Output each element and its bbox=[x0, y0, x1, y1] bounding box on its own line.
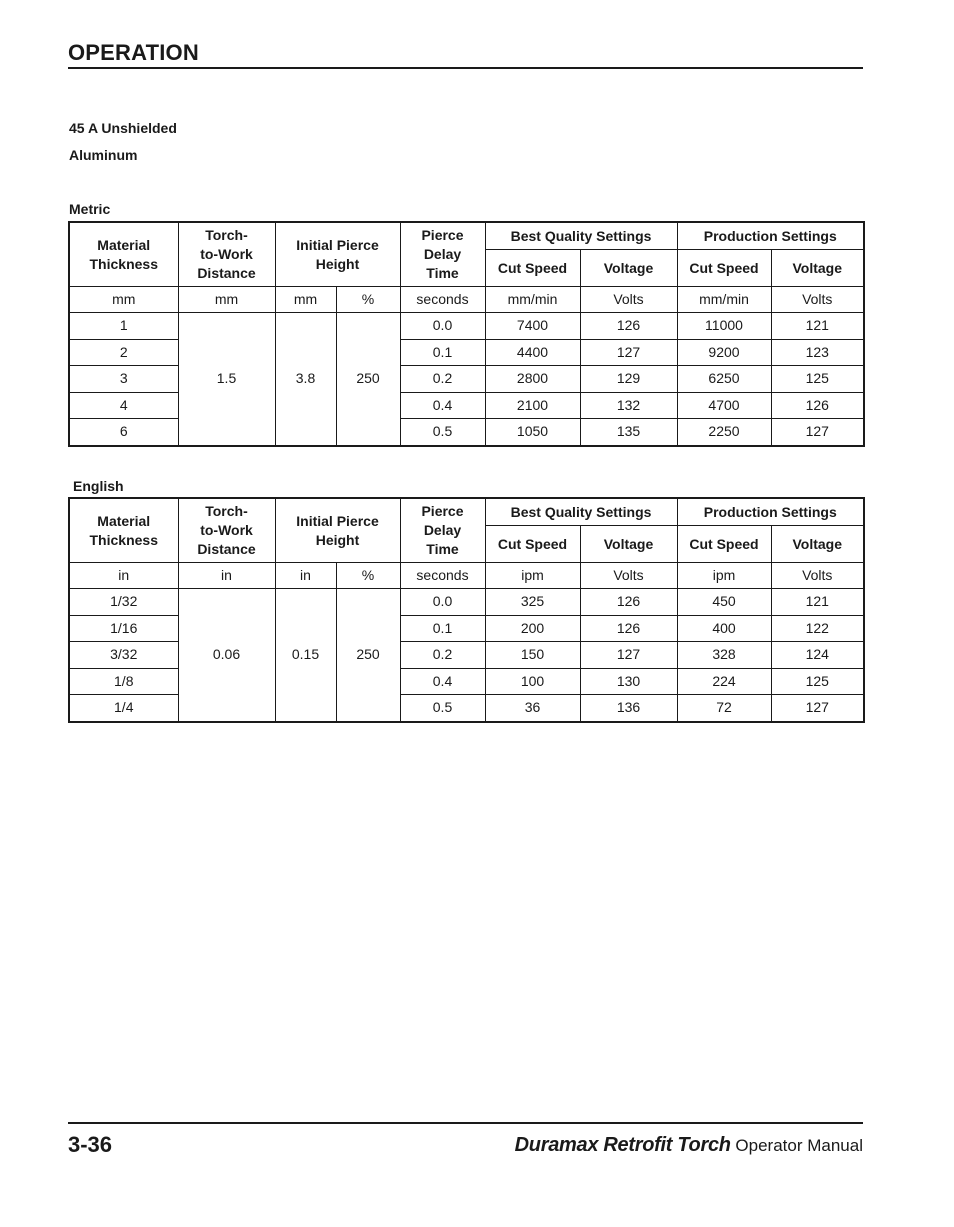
pr-speed-cell: 450 bbox=[677, 589, 771, 616]
english-label: English bbox=[73, 478, 124, 494]
thickness-cell: 1/8 bbox=[69, 668, 178, 695]
header-best-quality: Best Quality Settings bbox=[485, 498, 677, 526]
unit-cell: Volts bbox=[580, 287, 677, 313]
delay-cell: 0.4 bbox=[400, 668, 485, 695]
bq-speed-cell: 7400 bbox=[485, 313, 580, 340]
header-initial-pierce-height: Initial Pierce Height bbox=[275, 498, 400, 563]
bq-speed-cell: 36 bbox=[485, 695, 580, 722]
bq-speed-cell: 4400 bbox=[485, 339, 580, 366]
material-subhead: Aluminum bbox=[69, 147, 138, 163]
header-bq-cut-speed: Cut Speed bbox=[485, 250, 580, 287]
pr-speed-cell: 11000 bbox=[677, 313, 771, 340]
delay-cell: 0.4 bbox=[400, 392, 485, 419]
unit-cell: Volts bbox=[771, 287, 864, 313]
pr-voltage-cell: 125 bbox=[771, 366, 864, 393]
pr-voltage-cell: 121 bbox=[771, 589, 864, 616]
thickness-cell: 2 bbox=[69, 339, 178, 366]
delay-cell: 0.0 bbox=[400, 313, 485, 340]
pr-voltage-cell: 124 bbox=[771, 642, 864, 669]
pr-voltage-cell: 121 bbox=[771, 313, 864, 340]
process-subhead: 45 A Unshielded bbox=[69, 120, 177, 136]
unit-cell: in bbox=[69, 563, 178, 589]
unit-cell: ipm bbox=[485, 563, 580, 589]
pr-speed-cell: 72 bbox=[677, 695, 771, 722]
unit-cell: in bbox=[178, 563, 275, 589]
pr-voltage-cell: 126 bbox=[771, 392, 864, 419]
pr-voltage-cell: 127 bbox=[771, 419, 864, 446]
page-number: 3-36 bbox=[68, 1132, 113, 1157]
delay-cell: 0.1 bbox=[400, 339, 485, 366]
unit-cell: Volts bbox=[580, 563, 677, 589]
torch-to-work-cell: 1.5 bbox=[178, 313, 275, 446]
bq-voltage-cell: 126 bbox=[580, 589, 677, 616]
thickness-cell: 3 bbox=[69, 366, 178, 393]
bq-voltage-cell: 136 bbox=[580, 695, 677, 722]
units-row bbox=[69, 563, 864, 589]
pr-voltage-cell: 125 bbox=[771, 668, 864, 695]
unit-cell: mm bbox=[178, 287, 275, 313]
pierce-height-pct-cell: 250 bbox=[336, 313, 400, 446]
header-pierce-delay-time: Pierce Delay Time bbox=[400, 222, 485, 287]
pierce-height-pct-cell: 250 bbox=[336, 589, 400, 722]
unit-cell: seconds bbox=[400, 287, 485, 313]
bq-voltage-cell: 135 bbox=[580, 419, 677, 446]
unit-cell: mm/min bbox=[677, 287, 771, 313]
header-pr-cut-speed: Cut Speed bbox=[677, 526, 771, 563]
header-pr-voltage: Voltage bbox=[771, 526, 864, 563]
thickness-cell: 4 bbox=[69, 392, 178, 419]
footer-title bbox=[515, 1134, 863, 1157]
delay-cell: 0.0 bbox=[400, 589, 485, 616]
page-footer bbox=[68, 1122, 863, 1157]
header-material-thickness: Material Thickness bbox=[69, 498, 178, 563]
thickness-cell: 1 bbox=[69, 313, 178, 340]
metric-table bbox=[68, 221, 865, 447]
bq-voltage-cell: 132 bbox=[580, 392, 677, 419]
bq-speed-cell: 100 bbox=[485, 668, 580, 695]
bq-voltage-cell: 130 bbox=[580, 668, 677, 695]
pierce-height-cell: 0.15 bbox=[275, 589, 336, 722]
pr-speed-cell: 9200 bbox=[677, 339, 771, 366]
page-header bbox=[68, 40, 863, 69]
thickness-cell: 1/32 bbox=[69, 589, 178, 616]
bq-voltage-cell: 127 bbox=[580, 339, 677, 366]
unit-cell: % bbox=[336, 563, 400, 589]
pr-speed-cell: 4700 bbox=[677, 392, 771, 419]
table-row bbox=[69, 589, 864, 616]
bq-speed-cell: 1050 bbox=[485, 419, 580, 446]
unit-cell: seconds bbox=[400, 563, 485, 589]
pierce-height-cell: 3.8 bbox=[275, 313, 336, 446]
pr-speed-cell: 400 bbox=[677, 615, 771, 642]
unit-cell: mm/min bbox=[485, 287, 580, 313]
units-row bbox=[69, 287, 864, 313]
header-production: Production Settings bbox=[677, 498, 864, 526]
manual-name: Operator Manual bbox=[735, 1136, 863, 1155]
unit-cell: mm bbox=[275, 287, 336, 313]
thickness-cell: 1/4 bbox=[69, 695, 178, 722]
bq-voltage-cell: 126 bbox=[580, 615, 677, 642]
delay-cell: 0.2 bbox=[400, 642, 485, 669]
pr-voltage-cell: 127 bbox=[771, 695, 864, 722]
bq-speed-cell: 200 bbox=[485, 615, 580, 642]
header-initial-pierce-height: Initial Pierce Height bbox=[275, 222, 400, 287]
header-pr-voltage: Voltage bbox=[771, 250, 864, 287]
bq-voltage-cell: 127 bbox=[580, 642, 677, 669]
delay-cell: 0.5 bbox=[400, 419, 485, 446]
torch-to-work-cell: 0.06 bbox=[178, 589, 275, 722]
header-production: Production Settings bbox=[677, 222, 864, 250]
unit-cell: Volts bbox=[771, 563, 864, 589]
header-bq-cut-speed: Cut Speed bbox=[485, 526, 580, 563]
header-pr-cut-speed: Cut Speed bbox=[677, 250, 771, 287]
header-bq-voltage: Voltage bbox=[580, 250, 677, 287]
bq-speed-cell: 325 bbox=[485, 589, 580, 616]
page-title: OPERATION bbox=[68, 40, 199, 65]
pr-speed-cell: 2250 bbox=[677, 419, 771, 446]
unit-cell: % bbox=[336, 287, 400, 313]
pr-voltage-cell: 122 bbox=[771, 615, 864, 642]
bq-speed-cell: 2100 bbox=[485, 392, 580, 419]
table-row bbox=[69, 313, 864, 340]
unit-cell: ipm bbox=[677, 563, 771, 589]
header-torch-to-work: Torch- to-Work Distance bbox=[178, 222, 275, 287]
thickness-cell: 3/32 bbox=[69, 642, 178, 669]
bq-voltage-cell: 126 bbox=[580, 313, 677, 340]
english-table bbox=[68, 497, 865, 723]
pr-voltage-cell: 123 bbox=[771, 339, 864, 366]
pr-speed-cell: 328 bbox=[677, 642, 771, 669]
delay-cell: 0.2 bbox=[400, 366, 485, 393]
unit-cell: in bbox=[275, 563, 336, 589]
header-material-thickness: Material Thickness bbox=[69, 222, 178, 287]
bq-voltage-cell: 129 bbox=[580, 366, 677, 393]
pr-speed-cell: 224 bbox=[677, 668, 771, 695]
thickness-cell: 1/16 bbox=[69, 615, 178, 642]
header-best-quality: Best Quality Settings bbox=[485, 222, 677, 250]
header-torch-to-work: Torch- to-Work Distance bbox=[178, 498, 275, 563]
delay-cell: 0.5 bbox=[400, 695, 485, 722]
pr-speed-cell: 6250 bbox=[677, 366, 771, 393]
unit-cell: mm bbox=[69, 287, 178, 313]
product-name: Duramax Retrofit Torch bbox=[514, 1134, 731, 1156]
bq-speed-cell: 150 bbox=[485, 642, 580, 669]
bq-speed-cell: 2800 bbox=[485, 366, 580, 393]
header-pierce-delay-time: Pierce Delay Time bbox=[400, 498, 485, 563]
delay-cell: 0.1 bbox=[400, 615, 485, 642]
thickness-cell: 6 bbox=[69, 419, 178, 446]
header-bq-voltage: Voltage bbox=[580, 526, 677, 563]
metric-label: Metric bbox=[69, 201, 111, 217]
